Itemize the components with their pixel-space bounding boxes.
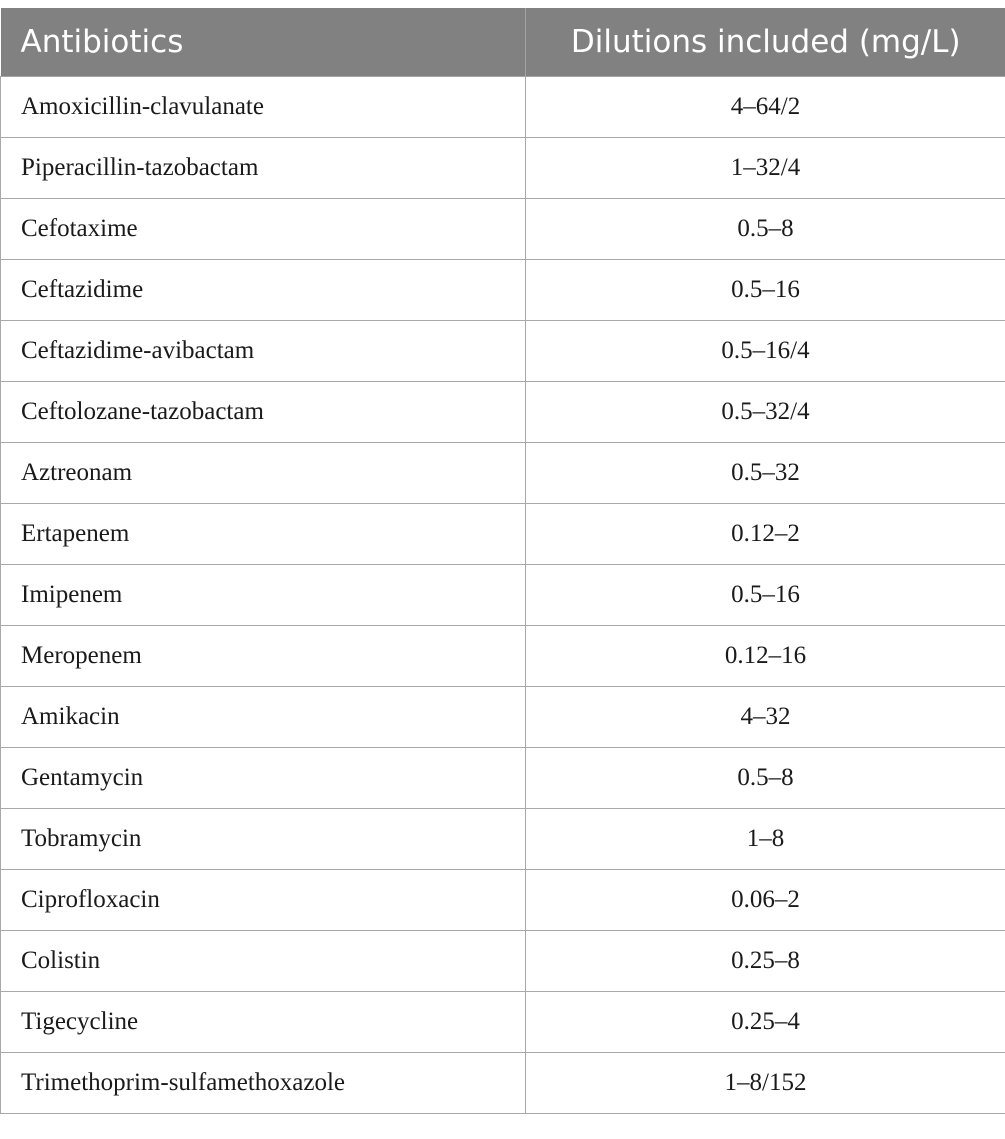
antibiotic-dilutions-table (0, 8, 1005, 1114)
table-row (1, 260, 1005, 321)
table-row (1, 565, 1005, 626)
antibiotic-name-cell: Amikacin (1, 687, 526, 748)
header-antibiotics: Antibiotics (1, 8, 526, 77)
dilution-range-cell: 0.5–8 (526, 748, 1005, 809)
dilution-range-cell: 0.25–8 (526, 931, 1005, 992)
table-row (1, 504, 1005, 565)
antibiotic-name-cell: Ceftazidime-avibactam (1, 321, 526, 382)
dilution-range-cell: 0.06–2 (526, 870, 1005, 931)
dilution-range-cell: 0.5–16 (526, 565, 1005, 626)
table-row (1, 443, 1005, 504)
header-row (1, 8, 1005, 77)
table-row (1, 321, 1005, 382)
table-body (1, 77, 1005, 1114)
table-row (1, 626, 1005, 687)
dilution-range-cell: 0.12–2 (526, 504, 1005, 565)
table-row (1, 687, 1005, 748)
antibiotic-name-cell: Ceftazidime (1, 260, 526, 321)
antibiotic-name-cell: Piperacillin-tazobactam (1, 138, 526, 199)
dilution-range-cell: 0.5–16/4 (526, 321, 1005, 382)
dilution-range-cell: 4–32 (526, 687, 1005, 748)
dilution-range-cell: 0.5–16 (526, 260, 1005, 321)
dilution-range-cell: 0.5–32 (526, 443, 1005, 504)
dilution-range-cell: 0.5–32/4 (526, 382, 1005, 443)
table-row (1, 77, 1005, 138)
antibiotic-name-cell: Meropenem (1, 626, 526, 687)
table-row (1, 1053, 1005, 1114)
table-row (1, 748, 1005, 809)
antibiotic-name-cell: Cefotaxime (1, 199, 526, 260)
antibiotic-name-cell: Tobramycin (1, 809, 526, 870)
table-row (1, 199, 1005, 260)
dilution-range-cell: 1–32/4 (526, 138, 1005, 199)
table-row (1, 809, 1005, 870)
antibiotic-name-cell: Ceftolozane-tazobactam (1, 382, 526, 443)
antibiotic-name-cell: Aztreonam (1, 443, 526, 504)
dilution-range-cell: 1–8 (526, 809, 1005, 870)
dilution-range-cell: 1–8/152 (526, 1053, 1005, 1114)
table-row (1, 382, 1005, 443)
antibiotic-name-cell: Ertapenem (1, 504, 526, 565)
antibiotic-name-cell: Trimethoprim-sulfamethoxazole (1, 1053, 526, 1114)
antibiotic-name-cell: Gentamycin (1, 748, 526, 809)
dilution-range-cell: 0.25–4 (526, 992, 1005, 1053)
table-row (1, 138, 1005, 199)
table-row (1, 870, 1005, 931)
antibiotic-name-cell: Ciprofloxacin (1, 870, 526, 931)
antibiotic-name-cell: Colistin (1, 931, 526, 992)
header-dilutions: Dilutions included (mg/L) (526, 8, 1005, 77)
antibiotic-name-cell: Tigecycline (1, 992, 526, 1053)
table-header (1, 8, 1005, 77)
dilution-range-cell: 0.5–8 (526, 199, 1005, 260)
table-row (1, 992, 1005, 1053)
antibiotic-name-cell: Amoxicillin-clavulanate (1, 77, 526, 138)
dilution-range-cell: 4–64/2 (526, 77, 1005, 138)
table-row (1, 931, 1005, 992)
antibiotic-name-cell: Imipenem (1, 565, 526, 626)
dilution-range-cell: 0.12–16 (526, 626, 1005, 687)
